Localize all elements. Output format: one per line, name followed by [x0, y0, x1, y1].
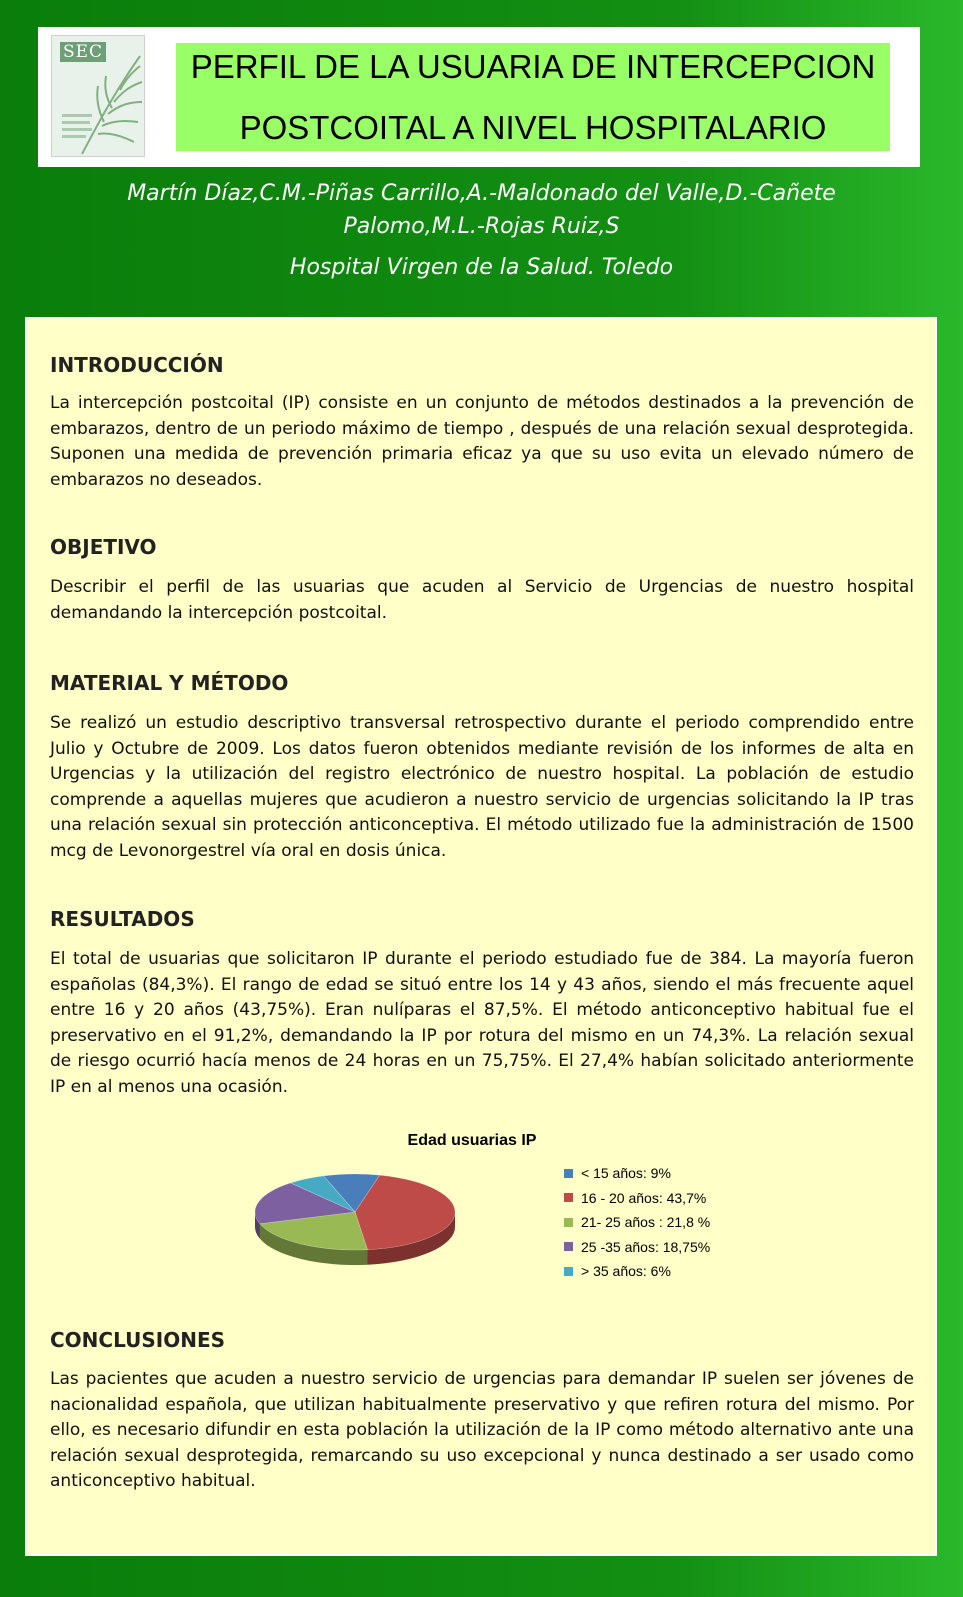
hospital-affiliation: Hospital Virgen de la Salud. Toledo — [289, 255, 674, 280]
legend-label: 25 -35 años: 18,75% — [581, 1238, 711, 1255]
heading-objetivo: OBJETIVO — [50, 535, 157, 559]
legend-item — [564, 1259, 710, 1284]
legend-item — [564, 1235, 710, 1260]
text-objetivo: Describir el perfil de las usuarias que acuden al Servicio de Urgencias de nuestro hospital demandando la intercepción postcoital. — [50, 577, 914, 623]
legend-swatch — [564, 1267, 573, 1276]
text-introduccion: La intercepción postcoital (IP) consiste en un conjunto de métodos destinados a la prevención de embarazos, dentro de un periodo máximo de tiempo , después de una relación sexual desprotegida. Suponen una medida de prevención primaria eficaz ya que su uso evita un elevado número de embarazos no deseados. — [50, 393, 914, 490]
legend-swatch — [564, 1193, 573, 1202]
text-conclusiones: Las pacientes que acuden a nuestro servicio de urgencias para demandar IP suelen ser jóvenes de nacionalidad española, que utilizan habitualmente preservativo y que refiren rotura del mismo. Por ello, es necesario difundir en esta población la utilización de la IP como método alternativo ante una relación sexual desprotegida, remarcando su uso excepcional y nunca destinado a ser usado como anticonceptivo habitual. — [50, 1369, 914, 1491]
chart-title: Edad usuarias IP — [407, 1132, 537, 1149]
legend-swatch — [564, 1169, 573, 1178]
authors: Martín Díaz,C.M.-Piñas Carrillo,A.-Maldonado del Valle,D.-Cañete Palomo,M.L.-Rojas Ruiz,S — [127, 181, 836, 239]
poster-title-line-2: POSTCOITAL A NIVEL HOSPITALARIO — [239, 109, 827, 146]
legend-item — [564, 1161, 710, 1186]
legend-label: 16 - 20 años: 43,7% — [581, 1189, 707, 1206]
palm-leaf-icon — [52, 36, 146, 158]
poster-title-line-1: PERFIL DE LA USUARIA DE INTERCEPCION — [190, 48, 876, 85]
header-box — [38, 27, 920, 167]
legend-swatch — [564, 1218, 573, 1227]
logo-text: SEC — [60, 42, 106, 62]
legend-label: 21- 25 años : 21,8 % — [581, 1214, 711, 1231]
legend-swatch — [564, 1242, 573, 1251]
content-box — [25, 317, 937, 1556]
sec-logo — [51, 35, 145, 157]
text-resultados: El total de usuarias que solicitaron IP durante el periodo estudiado fue de 384. La mayoría fueron españolas (84,3%). El rango de edad se situó entre los 14 y 43 años, siendo el más frecuente aquel entre 16 y 20 años (43,75%). Eran nulíparas el 87,5%. El método anticonceptivo habitual fue el preservativo en el 91,2%, demandando la IP por rotura del mismo en un 74,3%. La relación sexual de riesgo ocurrió hacía menos de 24 horas en un 75,75%. El 27,4% habían solicitado anteriormente IP en al menos una ocasión. — [50, 949, 914, 1097]
legend-label: > 35 años: 6% — [581, 1263, 671, 1280]
text-material: Se realizó un estudio descriptivo transversal retrospectivo durante el periodo comprendido entre Julio y Octubre de 2009. Los datos fueron obtenidos mediante revisión de los informes de alta en Urgencias y la utilización del registro electrónico de nuestro hospital. La población de estudio comprende a aquellas mujeres que acudieron a nuestro servicio de urgencias solicitando la IP tras una relación sexual sin protección anticonceptiva. El método utilizado fue la administración de 1500 mcg de Levonorgestrel vía oral en dosis única. — [50, 713, 914, 861]
heading-material: MATERIAL Y MÉTODO — [50, 671, 289, 695]
heading-resultados: RESULTADOS — [50, 907, 195, 931]
heading-introduccion: INTRODUCCIÓN — [50, 353, 224, 377]
legend-label: < 15 años: 9% — [581, 1165, 671, 1182]
legend-item — [564, 1186, 710, 1211]
legend-item — [564, 1210, 710, 1235]
chart-legend — [564, 1161, 710, 1284]
pie-chart — [252, 1164, 512, 1284]
title-band — [176, 43, 890, 151]
heading-conclusiones: CONCLUSIONES — [50, 1328, 226, 1352]
